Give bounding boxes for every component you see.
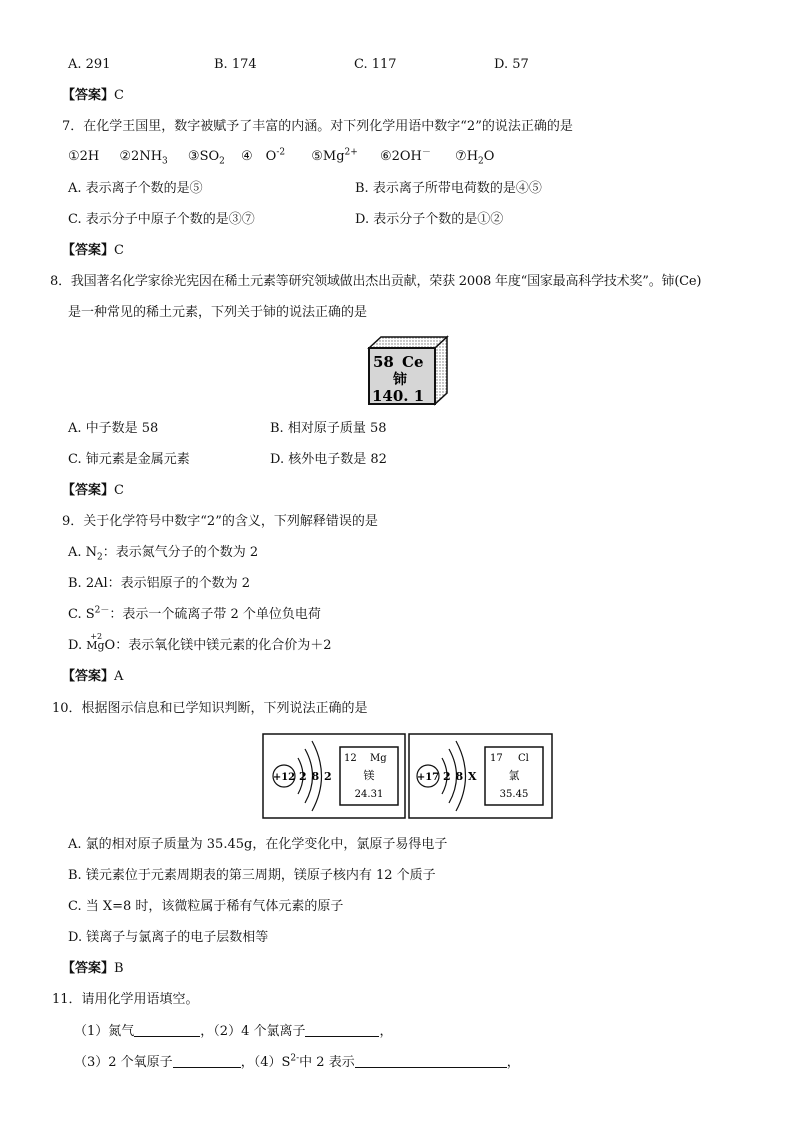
mg-symbol: Mg	[370, 753, 387, 764]
q10-option-d: D. 镁离子与氯离子的电子层数相等	[68, 930, 269, 945]
q8-option-b: B. 相对原子质量 58	[270, 421, 387, 436]
cl-shell-electrons: 2 8 X	[443, 770, 477, 783]
q6-option-b: B. 174	[214, 57, 257, 72]
q8-answer	[62, 482, 124, 500]
answer-label: 【答案】	[62, 669, 115, 684]
mg-element-name: 镁	[363, 769, 375, 782]
q10-option-a: A. 氯的相对原子质量为 35.45g，在化学变化中，氯原子易得电子	[68, 837, 448, 852]
magnesium-panel	[263, 734, 405, 818]
q6-answer	[62, 87, 124, 105]
answer-label: 【答案】	[62, 483, 115, 498]
q11-part3-label: （3）2 个氧原子	[74, 1055, 173, 1070]
tile-symbol: Ce	[402, 353, 424, 371]
q11-blank-1[interactable]	[134, 1022, 200, 1037]
q9-option-b: B. 2Al：表示铝原子的个数为 2	[68, 576, 251, 591]
q7-symbol-2: $②2NH_3$	[119, 149, 168, 167]
q11-part4-label: （4）S	[253, 1055, 291, 1070]
answer-value: C	[114, 483, 124, 498]
q7-answer	[62, 242, 124, 260]
q7-symbol-7: $⑦H_2O$	[455, 149, 495, 167]
answer-value: C	[114, 88, 124, 103]
q11-part1-label: （1）氮气	[74, 1024, 135, 1039]
q7-symbol-6: ⑥2OH－	[379, 147, 431, 164]
cl-atomic-number: 17	[490, 753, 503, 764]
q7-symbol-5: $⑤Mg^{2+}$	[311, 147, 358, 164]
q11-blank-3[interactable]	[173, 1053, 241, 1068]
mg-atomic-mass: 24.31	[354, 789, 384, 800]
q7-symbols	[68, 148, 494, 166]
cl-symbol: Cl	[518, 753, 529, 764]
cl-element-name: 氯	[508, 769, 520, 782]
answer-value: A	[114, 669, 124, 684]
q9-option-a: A. $N_2$：表示氮气分子的个数为 2	[68, 545, 259, 563]
atom-structure-figure	[262, 733, 554, 819]
q11-line2: （3）2 个氧原子 ，$(4)S^{2-}$中 2 表示 ，	[74, 1053, 520, 1070]
answer-label: 【答案】	[62, 243, 115, 258]
q10-stem: 10．根据图示信息和已学知识判断，下列说法正确的是	[52, 701, 368, 716]
tile-atomic-number: 58	[373, 353, 394, 371]
tile-element-name: 铈	[393, 372, 407, 388]
mg-nucleus-charge: +12	[272, 772, 296, 783]
q7-option-c: C. 表示分子中原子个数的是③⑦	[68, 212, 255, 227]
tile-atomic-mass: 140. 1	[372, 387, 425, 405]
answer-value: C	[114, 243, 124, 258]
tile-top-face	[369, 337, 447, 348]
q11-stem: 11．请用化学用语填空。	[52, 992, 199, 1007]
q11-part2-label: （2）4 个氯离子	[213, 1024, 306, 1039]
cerium-element-tile	[364, 334, 454, 408]
q10-answer	[62, 960, 124, 978]
q11-blank-4[interactable]	[355, 1053, 507, 1068]
q7-symbol-4: ④ $O^{-2}$	[241, 147, 286, 164]
q6-option-d: D. 57	[494, 57, 529, 72]
q10-option-b: B. 镁元素位于元素周期表的第三周期，镁原子核内有 12 个质子	[68, 868, 436, 883]
q8-stem-line2: 是一种常见的稀土元素，下列关于铈的说法正确的是	[68, 305, 368, 320]
cl-nucleus-charge: +17	[416, 772, 440, 783]
mg-with-valence: +2 Mg	[86, 637, 104, 655]
q11-line1: （1）氮气 ，（2）4 个氯离子 ，	[74, 1024, 393, 1039]
q7-symbol-1: ①2H	[68, 149, 100, 164]
q6-option-c: C. 117	[354, 57, 397, 72]
tile-side-face	[435, 337, 447, 404]
q8-option-c: C. 铈元素是金属元素	[68, 452, 190, 467]
q9-answer	[62, 668, 123, 686]
valence-mark: +2	[90, 632, 103, 641]
q7-option-a: A. 表示离子个数的是⑤	[68, 181, 203, 196]
q10-option-c: C. 当 X=8 时，该微粒属于稀有气体元素的原子	[68, 899, 344, 914]
chlorine-panel	[409, 734, 552, 818]
cl-atomic-mass: 35.45	[499, 789, 529, 800]
q9-option-d: D. +2 MgO：表示氧化镁中镁元素的化合价为＋2	[68, 637, 331, 655]
q8-option-a: A. 中子数是 58	[68, 421, 159, 436]
q7-option-b: B. 表示离子所带电荷数的是④⑤	[355, 181, 542, 196]
q7-stem: 7．在化学王国里，数字被赋予了丰富的内涵。对下列化学用语中数字“2”的说法正确的是	[62, 119, 573, 134]
answer-label: 【答案】	[62, 961, 115, 976]
q9-stem: 9．关于化学符号中数字“2”的含义，下列解释错误的是	[62, 514, 378, 529]
mg-shell-electrons: 2 8 2	[299, 770, 332, 783]
q7-symbol-3: $③SO_2$	[187, 149, 225, 167]
q8-option-d: D. 核外电子数是 82	[270, 452, 387, 467]
q6-option-a: A. 291	[68, 57, 111, 72]
answer-value: B	[114, 961, 124, 976]
answer-label: 【答案】	[62, 88, 115, 103]
q8-stem-line1: 8．我国著名化学家徐光宪因在稀土元素等研究领域做出杰出贡献，荣获 2008 年度“国家最高科学技术奖”。铈(Ce)	[50, 274, 702, 289]
q11-blank-2[interactable]	[305, 1022, 379, 1037]
q7-option-d: D. 表示分子个数的是①②	[355, 212, 504, 227]
q9-option-c: C. $S^{2-}$：表示一个硫离子带 2 个单位负电荷	[68, 605, 321, 622]
mg-atomic-number: 12	[344, 753, 357, 764]
